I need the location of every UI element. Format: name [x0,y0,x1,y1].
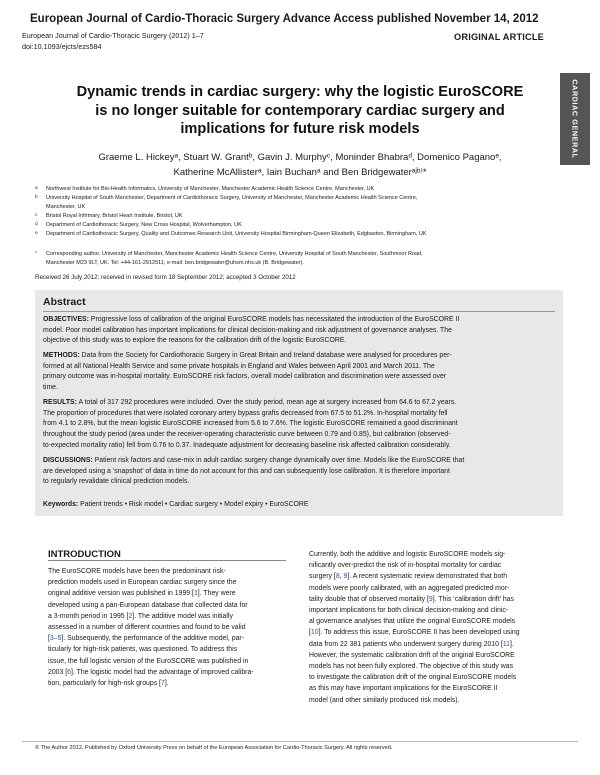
advance-access-banner: European Journal of Cardio-Thoracic Surgery Advance Access published November 14, 2012 [30,13,539,25]
text-line: The EuroSCORE models have been the predominant risk- [48,568,226,575]
objectives-label: OBJECTIVES: [43,316,89,323]
text-line: tality double that of observed mortality [9]. This ‘calibration drift’ has [309,595,514,603]
author-line: Graeme L. Hickeyᵃ, Stuart W. Grantᵇ, Gavin J. Murphyᶜ, Moninder Bhabraᵈ, Domenico Paganoᵉ, [98,152,502,163]
keywords [43,500,555,511]
text-line: nificantly over-predict the risk of in-hospital mortality for cardiac [309,562,502,570]
affiliation: e Department of Cardiothoracic Surgery, Quality and Outcomes Research Unit, University Hospital Birmingham-Queen Elizabeth, Edgbaston, Birmingham, UK [35,231,427,238]
text-line: [3–5]. Subsequently, the performance of the additive model, par- [48,635,244,643]
keywords-label: Keywords: [43,501,79,508]
text-line: a 3-month period in 1995 [2]. The additive model was initially [48,612,233,620]
abstract-divider [43,311,555,312]
text-line: 2003 [6]. The logistic model had the advantage of improved calibra- [48,668,254,676]
text-line: prediction models used in European cardiac surgery since the [48,579,237,587]
section-side-tab [560,73,590,165]
reference-link[interactable]: 11 [502,640,510,648]
article-type: ORIGINAL ARTICLE [454,32,544,42]
text-line: models has not been fully explored. The objective of this study was [309,663,514,671]
text-line: tion, particularly for high-risk groups [7]. [48,680,169,688]
side-tab-label: CARDIAC GENERAL [570,79,580,159]
article-title [60,83,540,139]
title-line: is no longer suitable for contemporary cardiac surgery and [95,102,505,119]
copyright-footer: © The Author 2012. Published by Oxford University Press on behalf of the European Association for Cardio-Thoracic Surgery. All rights reserved. [35,745,393,751]
journal-reference: European Journal of Cardio-Thoracic Surgery (2012) 1–7 [22,31,204,40]
affiliation: d Department of Cardiothoracic Surgery, New Cross Hospital, Wolverhampton, UK [35,222,242,229]
text-line: assessed in a number of different countries and found to be valid [48,624,246,632]
abstract-discussions: DISCUSSIONS: Patient risk factors and case-mix in adult cardiac surgery change dynamically over time. Models like the EuroSCORE that are developed using a ‘snapshot’ of data in time do not account for this and can subsequently lose calibration. It is therefore important to regularly revalidate clinical prediction models. [43,457,465,486]
title-line: Dynamic trends in cardiac surgery: why the logistic EuroSCORE [76,84,524,100]
reference-link[interactable]: 3–5 [49,635,62,643]
affiliation: b University Hospital of South Manchester, Department of Cardiothoracic Surgery, University of Manchester, Manchester Academic Health Science Centre, Manchester, UK [35,195,418,211]
text-line: model (and other similarly produced risk models). [309,696,460,704]
reference-link[interactable]: 9 [428,595,433,603]
author-list [60,150,540,180]
text-line: developed using a pan-European database that collected data for [48,601,248,609]
text-line: issue, the full logistic version of the EuroSCORE was published in [48,657,249,665]
introduction-right-column [309,549,559,706]
doi[interactable]: doi:10.1093/ejcts/ezs584 [22,41,102,51]
text-line: important implications for both clinical decision-making and clinic- [309,607,509,615]
footer-rule [22,741,578,742]
received-dates: Received 26 July 2012; received in revised form 18 September 2012; accepted 3 October 2012 [35,274,296,281]
text-line: However, the systematic calibration drift of the original EuroSCORE [309,651,515,659]
introduction-heading: INTRODUCTION [48,549,121,560]
abstract-objectives: OBJECTIVES: Progressive loss of calibration of the original EuroSCORE models has necessitated the introduction of the EuroSCORE II model. Poor model calibration has important implications for clinical decision-making and risk adjustment of governance analyses. The objective of this study was to explore the reasons for the calibration drift of the logistic EuroSCORE. [43,316,460,345]
journal-citation [22,31,204,52]
text-line: models were poorly calibrated, with an aggregated predicted mor- [309,584,510,592]
reference-link[interactable]: 2 [128,612,133,620]
text-line: ticularly for high-risk patients, was questioned. To address this [48,646,238,654]
abstract-heading: Abstract [43,296,86,308]
text-line: original additive version was published in 1999 [1]. They were [48,590,236,598]
reference-link[interactable]: 10 [310,629,319,637]
author-line: Katherine McAllisterᵃ, Iain Buchanᵃ and Ben Bridgewaterᵃʲᵇ⁾* [173,167,427,178]
reference-link[interactable]: 8 [335,573,340,581]
reference-link[interactable]: 1 [193,590,198,598]
abstract-methods: METHODS: Data from the Society for Cardiothoracic Surgery in Great Britain and Ireland database were analysed for procedures per- formed at all National Health Service and some private hospitals in England and Wales between April 2001 and March 2011. The primary outcome was in-hospital mortality. EuroSCORE risk factors, overall model calibration and discrimination were assessed over time. [43,352,452,392]
title-line: implications for future risk models [180,121,420,138]
results-label: RESULTS: [43,399,77,406]
text-line: as this may have important implications for the EuroSCORE II [309,685,498,693]
reference-link[interactable]: 9 [343,573,348,581]
affiliations [35,185,560,240]
reference-link[interactable]: 6 [67,668,72,676]
text-line: Currently, both the additive and logistic EuroSCORE models sig- [309,551,506,558]
introduction-left-column [48,566,298,689]
text-line: data from 22 381 patients who underwent surgery during 2010 [11]. [309,640,514,648]
introduction-rule [48,560,286,561]
methods-label: METHODS: [43,352,80,359]
abstract-results: RESULTS: A total of 317 292 procedures were included. Over the study period, mean age at surgery increased from 64.6 to 67.2 years. The proportion of procedures that were isolated coronary artery bypass grafts decreased from 67.5 to 51.2%. In-hospital mortality fell from 4.1 to 2.8%, but the mean logistic EuroSCORE increased from 5.6 to 7.6%. The logistic EuroSCORE remained a good discriminant throughout the study period (area under the receiver-operating characteristic curve between 0.79 and 0.85), but calibration (observed- to-expected mortality ratio) fell from 0.76 to 0.37. Inadequate adjustment for decreasing baseline risk affected calibration considerably. [43,399,458,449]
text-line: [10]. To address this issue, EuroSCORE II has been developed using [309,629,520,637]
discussions-label: DISCUSSIONS: [43,457,93,464]
affiliation: c Bristol Royal Infirmary, Bristol Heart Institute, Bristol, UK [35,213,183,220]
affiliation: a Northwest Institute for Bio-Health Informatics, University of Manchester, Manchester Academic Health Science Centre, Manchester, UK [35,186,375,192]
corresponding-author: * Corresponding author. University of Manchester, Manchester Academic Health Science Centre, University Hospital of South Manchester, Southmoor Road, Manchester M23 9LT, UK. Tel: +44-161-2912511; e-mail: ben.bridgewater@uhsm.nhs.uk (B. Bridgewater). [35,250,560,268]
text-line: al governance analyses that utilize the original EuroSCORE models [309,618,516,626]
reference-link[interactable]: 7 [160,680,165,688]
corresponding-contact[interactable]: Manchester M23 9LT, UK. Tel: +44-161-2912511; e-mail: ben.bridgewater@uhsm.nhs.uk (B. Bridgewater). [46,260,304,267]
text-line: surgery [8, 9]. A recent systematic review demonstrated that both [309,573,508,581]
text-line: to investigate the calibration drift of the original EuroSCORE models [309,674,517,682]
keywords-list: Patient trends • Risk model • Cardiac surgery • Model expiry • EuroSCORE [80,501,309,508]
